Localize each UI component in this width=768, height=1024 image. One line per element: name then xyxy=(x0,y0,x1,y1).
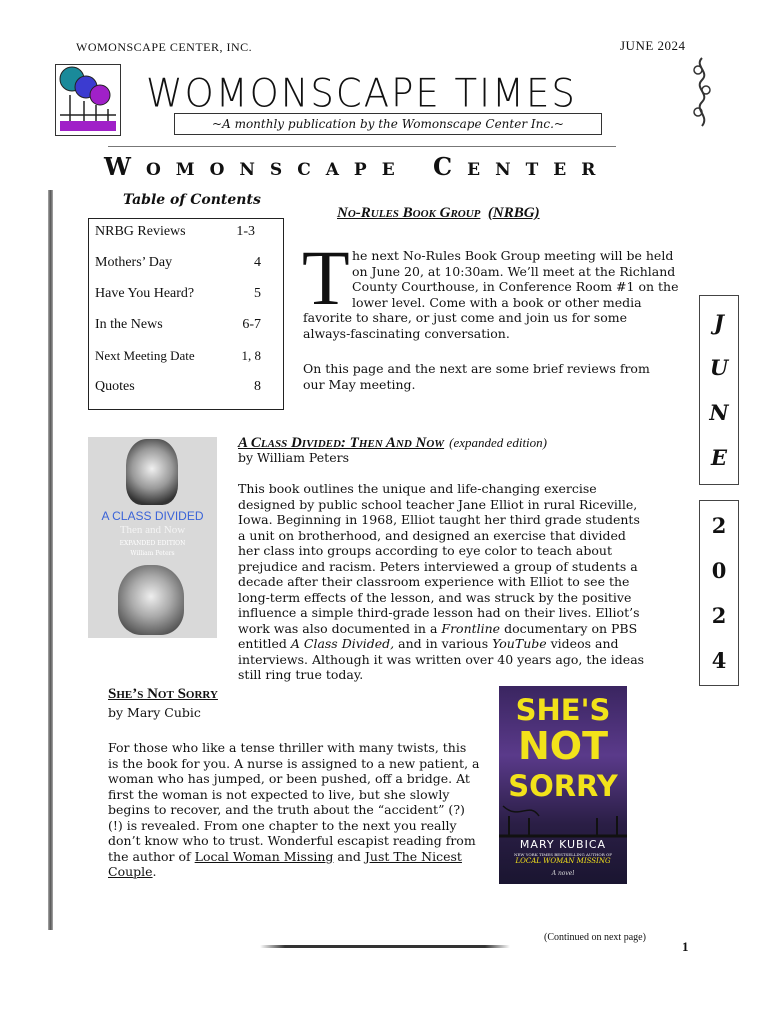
nrbg-para2: On this page and the next are some brief reviews from our May meeting. xyxy=(303,361,650,392)
toc-item: Mothers’ Day 4 xyxy=(95,255,261,270)
masthead-divider xyxy=(108,146,616,147)
toc-title: Table of Contents xyxy=(123,192,261,208)
review2-author: by Mary Cubic xyxy=(108,705,201,720)
review2-heading: She’s Not Sorry xyxy=(108,686,218,702)
table-of-contents xyxy=(88,218,284,410)
review2-body: For those who like a tense thriller with many twists, this is the book for you. A nurse is assigned to a new patient, a woman who has jumped, or been pushed, off a bridge. At first the woman is not expected to live, but she slowly begins to recover, and the truth about the “accident” (?) (!) is revealed. From one chapter to the next you really don’t know who to trust. Wonderful escapist reading from the author of Local Woman Missing and Just The Nicest Couple. xyxy=(108,740,480,879)
toc-item: Quotes 8 xyxy=(95,379,261,394)
review1-author: by William Peters xyxy=(238,450,349,465)
drop-cap: T xyxy=(302,234,350,321)
ornament-icon xyxy=(690,56,714,132)
center-title: Womonscape Center xyxy=(104,152,611,181)
side-year: 2 0 2 4 xyxy=(699,500,739,686)
review1-heading: A Class Divided: Then And Now (expanded edition) xyxy=(238,435,547,451)
masthead-title: WOMONSCAPE TIMES xyxy=(146,70,577,117)
toc-item: NRBG Reviews 1-3 xyxy=(95,224,255,239)
footer-rule xyxy=(260,945,510,948)
org-name: WOMONSCAPE CENTER, INC. xyxy=(76,40,253,54)
tagline: ~A monthly publication by the Womonscape Center Inc.~ xyxy=(174,113,602,135)
toc-item: Next Meeting Date 1, 8 xyxy=(95,348,261,363)
issue-date: JUNE 2024 xyxy=(620,38,686,53)
book-cover-class-divided: A CLASS DIVIDED Then and Now EXPANDED EDITION William Peters xyxy=(88,437,217,638)
girl-portrait xyxy=(126,439,178,505)
page-number: 1 xyxy=(682,939,689,954)
logo xyxy=(55,64,121,136)
left-rule xyxy=(48,190,53,930)
boy-portrait xyxy=(118,565,184,635)
side-month: J U N E xyxy=(699,295,739,485)
review1-body: This book outlines the unique and life-changing exercise designed by public school teacher Jane Elliot in rural Riceville, Iowa. Beginning in 1968, Elliot taught her third grade students a unit on brotherhood, and designed an exercise that divided her class into groups according to eye color to teach about prejudice and racism. Peters interviewed a group of students a decade after their classroom experience with Elliot to see the long-term effects of the lesson, and was struck by the positive influence a simple third-grade lesson had on their lives. Elliot’s work was also documented in a Frontline documentary on PBS entitled A Class Divided, and in various YouTube videos and interviews. Although it was written over 40 years ago, the ideas still ring true today. xyxy=(238,481,645,682)
continued-note: (Continued on next page) xyxy=(544,932,646,943)
book-cover-shes-not-sorry: SHE'S NOT SORRY MARY KUBICA NEW YORK TIMES BESTSELLING AUTHOR OF LOCAL WOMAN MISSING A novel xyxy=(499,686,627,884)
nrbg-intro-cont: favorite to share, or just come and join us for some always-fascinating conversation. xyxy=(303,310,627,341)
toc-item: In the News 6-7 xyxy=(95,317,261,332)
nrbg-heading: No-Rules Book Group (NRBG) xyxy=(337,205,540,221)
toc-item: Have You Heard? 5 xyxy=(95,286,261,301)
nrbg-intro: he next No-Rules Book Group meeting will be held on June 20, at 10:30am. We’ll meet at the Richland County Courthouse, in Conference Room #1 on the lower level. Come with a book or other media xyxy=(352,248,679,310)
